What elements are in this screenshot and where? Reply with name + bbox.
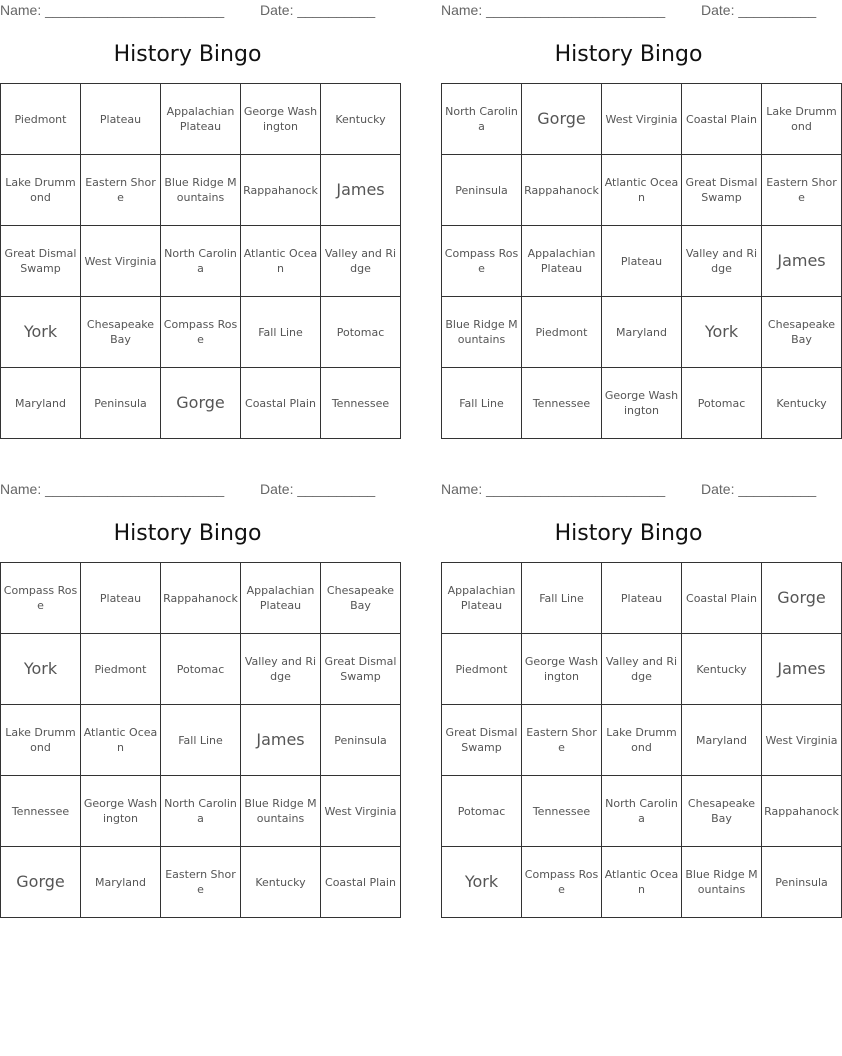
bingo-cell: Plateau	[602, 563, 682, 634]
bingo-cell: Maryland	[81, 847, 161, 918]
grid-row	[1, 84, 401, 155]
date-field: Date: __________	[701, 2, 817, 18]
bingo-cell: Peninsula	[442, 155, 522, 226]
bingo-cell: Potomac	[161, 634, 241, 705]
bingo-cell: Lake Drummond	[762, 84, 842, 155]
bingo-cell: George Washington	[602, 368, 682, 439]
grid-row	[1, 634, 401, 705]
bingo-cell: Valley and Ridge	[241, 634, 321, 705]
bingo-cell: North Carolina	[602, 776, 682, 847]
bingo-cell: Potomac	[682, 368, 762, 439]
grid-row	[442, 226, 842, 297]
bingo-cell: Blue Ridge Mountains	[442, 297, 522, 368]
bingo-cell: Fall Line	[442, 368, 522, 439]
bingo-cell: Piedmont	[1, 84, 81, 155]
grid-row	[1, 705, 401, 776]
bingo-cell: Peninsula	[321, 705, 401, 776]
grid-row	[442, 634, 842, 705]
bingo-cell: Lake Drummond	[1, 705, 81, 776]
bingo-cell: Kentucky	[762, 368, 842, 439]
bingo-cell: James	[241, 705, 321, 776]
bingo-cell: Blue Ridge Mountains	[161, 155, 241, 226]
bingo-cell: Plateau	[602, 226, 682, 297]
grid-row	[442, 776, 842, 847]
bingo-cell: George Washington	[241, 84, 321, 155]
grid-row	[1, 368, 401, 439]
bingo-grid	[0, 83, 401, 439]
grid-row	[442, 155, 842, 226]
card-title: History Bingo	[554, 42, 703, 67]
date-field: Date: __________	[701, 481, 817, 497]
bingo-cell: James	[762, 226, 842, 297]
bingo-cell: Potomac	[442, 776, 522, 847]
bingo-cell: Valley and Ridge	[602, 634, 682, 705]
bingo-cell: Eastern Shore	[762, 155, 842, 226]
bingo-cell: Atlantic Ocean	[241, 226, 321, 297]
bingo-cell: Rappahanock	[241, 155, 321, 226]
grid-row	[1, 776, 401, 847]
grid-row	[442, 84, 842, 155]
bingo-cell: West Virginia	[762, 705, 842, 776]
bingo-cell: Coastal Plain	[321, 847, 401, 918]
grid-row	[1, 563, 401, 634]
bingo-cell: Blue Ridge Mountains	[682, 847, 762, 918]
grid-row	[1, 155, 401, 226]
name-field: Name: _______________________	[441, 481, 666, 497]
bingo-cell: Chesapeake Bay	[682, 776, 762, 847]
bingo-cell: York	[442, 847, 522, 918]
bingo-cell: Gorge	[522, 84, 602, 155]
bingo-cell: York	[1, 297, 81, 368]
bingo-cell: Peninsula	[81, 368, 161, 439]
bingo-cell: Chesapeake Bay	[321, 563, 401, 634]
grid-row	[1, 847, 401, 918]
bingo-cell: James	[762, 634, 842, 705]
bingo-cell: Piedmont	[522, 297, 602, 368]
bingo-cell: Rappahanock	[762, 776, 842, 847]
bingo-cell: Kentucky	[682, 634, 762, 705]
bingo-cell: York	[1, 634, 81, 705]
bingo-cell: Gorge	[1, 847, 81, 918]
bingo-cell: Maryland	[602, 297, 682, 368]
bingo-cell: Lake Drummond	[602, 705, 682, 776]
bingo-cell: Lake Drummond	[1, 155, 81, 226]
bingo-cell: Kentucky	[241, 847, 321, 918]
bingo-cell: Fall Line	[161, 705, 241, 776]
grid-row	[442, 563, 842, 634]
bingo-cell: Peninsula	[762, 847, 842, 918]
grid-row	[442, 847, 842, 918]
grid-row	[1, 226, 401, 297]
bingo-cell: Eastern Shore	[522, 705, 602, 776]
bingo-cell: Plateau	[81, 563, 161, 634]
name-field: Name: _______________________	[0, 481, 225, 497]
bingo-cell: Eastern Shore	[81, 155, 161, 226]
bingo-cell: Compass Rose	[161, 297, 241, 368]
bingo-cell: Great Dismal Swamp	[321, 634, 401, 705]
bingo-cell: Kentucky	[321, 84, 401, 155]
bingo-grid	[441, 83, 842, 439]
date-field: Date: __________	[260, 481, 376, 497]
bingo-cell: George Washington	[81, 776, 161, 847]
bingo-cell: Appalachian Plateau	[241, 563, 321, 634]
bingo-cell: Tennessee	[522, 776, 602, 847]
bingo-cell: Appalachian Plateau	[522, 226, 602, 297]
bingo-cell: Blue Ridge Mountains	[241, 776, 321, 847]
date-field: Date: __________	[260, 2, 376, 18]
bingo-cell: York	[682, 297, 762, 368]
bingo-cell: Appalachian Plateau	[442, 563, 522, 634]
bingo-cell: Gorge	[161, 368, 241, 439]
bingo-grid	[0, 562, 401, 918]
bingo-cell: Piedmont	[442, 634, 522, 705]
name-field: Name: _______________________	[441, 2, 666, 18]
bingo-cell: Plateau	[81, 84, 161, 155]
bingo-cell: Gorge	[762, 563, 842, 634]
bingo-cell: Compass Rose	[442, 226, 522, 297]
bingo-cell: North Carolina	[161, 776, 241, 847]
bingo-cell: Tennessee	[522, 368, 602, 439]
bingo-cell: Maryland	[682, 705, 762, 776]
bingo-card-1	[0, 0, 397, 440]
bingo-card-2	[441, 0, 837, 440]
bingo-cell: Maryland	[1, 368, 81, 439]
bingo-grid	[441, 562, 842, 918]
bingo-cell: Tennessee	[321, 368, 401, 439]
bingo-cell: Atlantic Ocean	[81, 705, 161, 776]
bingo-cell: Rappahanock	[161, 563, 241, 634]
bingo-cell: West Virginia	[602, 84, 682, 155]
bingo-cell: West Virginia	[81, 226, 161, 297]
bingo-cell: Chesapeake Bay	[762, 297, 842, 368]
bingo-cell: Compass Rose	[522, 847, 602, 918]
bingo-cell: Great Dismal Swamp	[442, 705, 522, 776]
bingo-cell: Coastal Plain	[682, 563, 762, 634]
grid-row	[442, 705, 842, 776]
bingo-card-3	[0, 479, 397, 919]
bingo-cell: Great Dismal Swamp	[682, 155, 762, 226]
bingo-cell: George Washington	[522, 634, 602, 705]
name-field: Name: _______________________	[0, 2, 225, 18]
bingo-cell: Eastern Shore	[161, 847, 241, 918]
bingo-cell: Appalachian Plateau	[161, 84, 241, 155]
bingo-cell: Coastal Plain	[241, 368, 321, 439]
bingo-cell: Chesapeake Bay	[81, 297, 161, 368]
card-title: History Bingo	[113, 42, 262, 67]
grid-row	[442, 368, 842, 439]
bingo-cell: West Virginia	[321, 776, 401, 847]
grid-row	[442, 297, 842, 368]
bingo-cell: North Carolina	[442, 84, 522, 155]
bingo-cell: James	[321, 155, 401, 226]
bingo-cell: Compass Rose	[1, 563, 81, 634]
bingo-cell: Great Dismal Swamp	[1, 226, 81, 297]
bingo-cell: Potomac	[321, 297, 401, 368]
bingo-cell: Fall Line	[522, 563, 602, 634]
bingo-cell: Atlantic Ocean	[602, 155, 682, 226]
grid-row	[1, 297, 401, 368]
bingo-cell: Piedmont	[81, 634, 161, 705]
bingo-cell: Tennessee	[1, 776, 81, 847]
card-title: History Bingo	[554, 521, 703, 546]
bingo-cell: Coastal Plain	[682, 84, 762, 155]
bingo-cell: Atlantic Ocean	[602, 847, 682, 918]
bingo-cell: Rappahanock	[522, 155, 602, 226]
bingo-cell: North Carolina	[161, 226, 241, 297]
bingo-card-4	[441, 479, 839, 919]
bingo-cell: Fall Line	[241, 297, 321, 368]
card-title: History Bingo	[113, 521, 262, 546]
bingo-cell: Valley and Ridge	[321, 226, 401, 297]
bingo-cell: Valley and Ridge	[682, 226, 762, 297]
